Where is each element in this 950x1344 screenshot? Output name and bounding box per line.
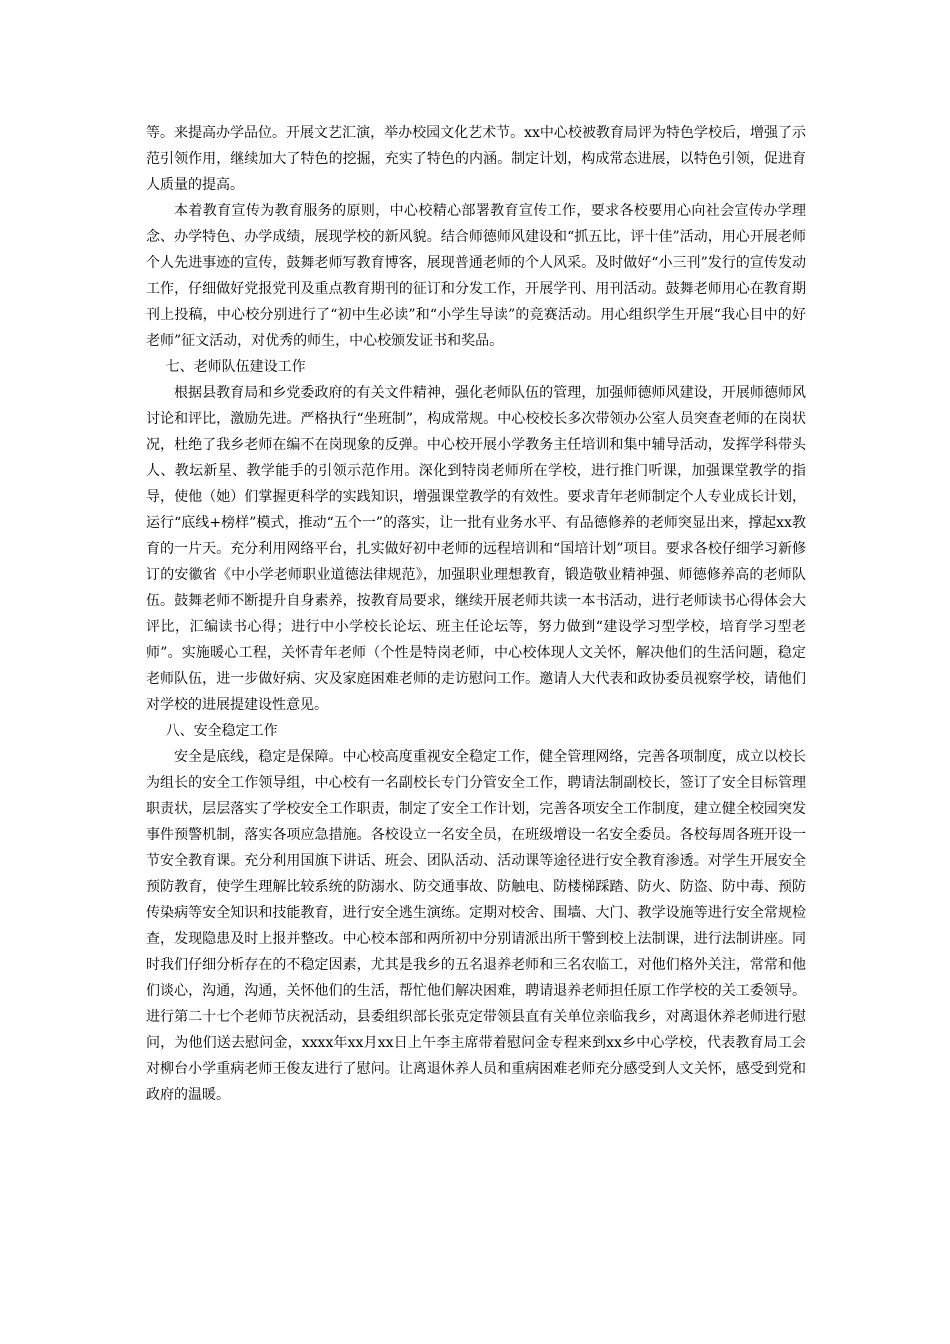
paragraph-characteristic-school: 等。来提高办学品位。开展文艺汇演，举办校园文化艺术节。xx中心校被教育局评为特色学校后，增强了示范引领作用，继续加大了特色的挖掘，充实了特色的内涵。制定计划，构成常态进展，以特色引领，促进育人质量的提高。 bbox=[146, 125, 806, 193]
paragraph-safety: 安全是底线，稳定是保障。中心校高度重视安全稳定工作，健全管理网络，完善各项制度，成立以校长为组长的安全工作领导组，中心校有一名副校长专门分管安全工作，聘请法制副校长，签订了安全目标管理职责状，层层落实了学校安全工作职责，制定了安全工作计划，完善各项安全工作制度，建立健全校园突发事件预警机制，落实各项应急措施。各校设立一名安全员，在班级增设一名安全委员。各校每周各班开设一节安全教育课。充分利用国旗下讲话、班会、团队活动、活动课等途径进行安全教育渗透。对学生开展安全预防教育，使学生理解比较系统的防溺水、防交通事故、防触电、防楼梯踩踏、防火、防盗、防中毒、预防传染病等安全知识和技能教育，进行安全逃生演练。定期对校舍、围墙、大门、教学设施等进行安全常规检查，发现隐患及时上报并整改。中心校本部和两所初中分别请派出所干警到校上法制课，进行法制讲座。同时我们仔细分析存在的不稳定因素，尤其是我乡的五名退养老师和三名农临工，对他们格外关注，常常和他们谈心，沟通，沟通，关怀他们的生活，帮忙他们解决困难，聘请退养老师担任原工作学校的关工委领导。进行第二十七个老师节庆祝活动，县委组织部长张克定带领县直有关单位亲临我乡，对离退休养老师进行慰问，为他们送去慰问金，xxxx年xx月xx日上午李主席带着慰问金专程来到xx乡中心学校，代表教育局工会对柳台小学重病老师王俊友进行了慰问。让离退休养人员和重病困难老师充分感受到人文关怀，感受到党和政府的温暖。 bbox=[146, 749, 806, 1103]
section-heading-teacher-team: 七、老师队伍建设工作 bbox=[165, 359, 306, 375]
section-heading-safety: 八、安全稳定工作 bbox=[165, 723, 278, 739]
paragraph-teacher-team: 根据县教育局和乡党委政府的有关文件精神，强化老师队伍的管理，加强师德师风建设，开展师德师风讨论和评比，激励先进。严格执行“坐班制”，构成常规。中心校校长多次带领办公室人员突查老师的在岗状况，杜绝了我乡老师在编不在岗现象的反弹。中心校开展小学教务主任培训和集中辅导活动，发挥学科带头人、教坛新星、教学能手的引领示范作用。深化到特岗老师所在学校，进行推门听课，加强课堂教学的指导，使他（她）们掌握更科学的实践知识，增强课堂教学的有效性。要求青年老师制定个人专业成长计划，运行“底线+榜样”模式，推动“五个一”的落实，让一批有业务水平、有品德修养的老师突显出来，撑起xx教育的一片天。充分利用网络平台，扎实做好初中老师的远程培训和“国培计划”项目。要求各校仔细学习新修订的安徽省《中小学老师职业道德法律规范》，加强职业理想教育，锻造敬业精神强、师德修养高的老师队伍。鼓舞老师不断提升自身素养，按教育局要求，继续开展老师共读一本书活动，进行老师读书心得体会大评比，汇编读书心得；进行中小学校长论坛、班主任论坛等，努力做到“建设学习型学校，培育学习型老师”。实施暖心工程，关怀青年老师（个性是特岗老师，中心校体现人文关怀，解决他们的生活问题，稳定老师队伍，进一步做好病、灾及家庭困难老师的走访慰问工作。邀请人大代表和政协委员视察学校，请他们对学校的进展提建设性意见。 bbox=[146, 385, 806, 713]
paragraph-education-publicity: 本着教育宣传为教育服务的原则，中心校精心部署教育宣传工作，要求各校要用心向社会宣传办学理念、办学特色、办学成绩，展现学校的新风貌。结合师德师风建设和“抓五比，评十佳”活动，用心开展老师个人先进事迹的宣传，鼓舞老师写教育博客，展现普通老师的个人风采。及时做好“小三刊”发行的宣传发动工作，仔细做好党报党刊及重点教育期刊的征订和分发工作，开展学刊、用刊活动。鼓舞老师用心在教育期刊上投稿，中心校分别进行了“初中生必读”和“小学生导读”的竞赛活动。用心组织学生开展“我心目中的好老师”征文活动，对优秀的师生，中心校颁发证书和奖品。 bbox=[146, 203, 806, 349]
document-page bbox=[146, 120, 806, 1108]
